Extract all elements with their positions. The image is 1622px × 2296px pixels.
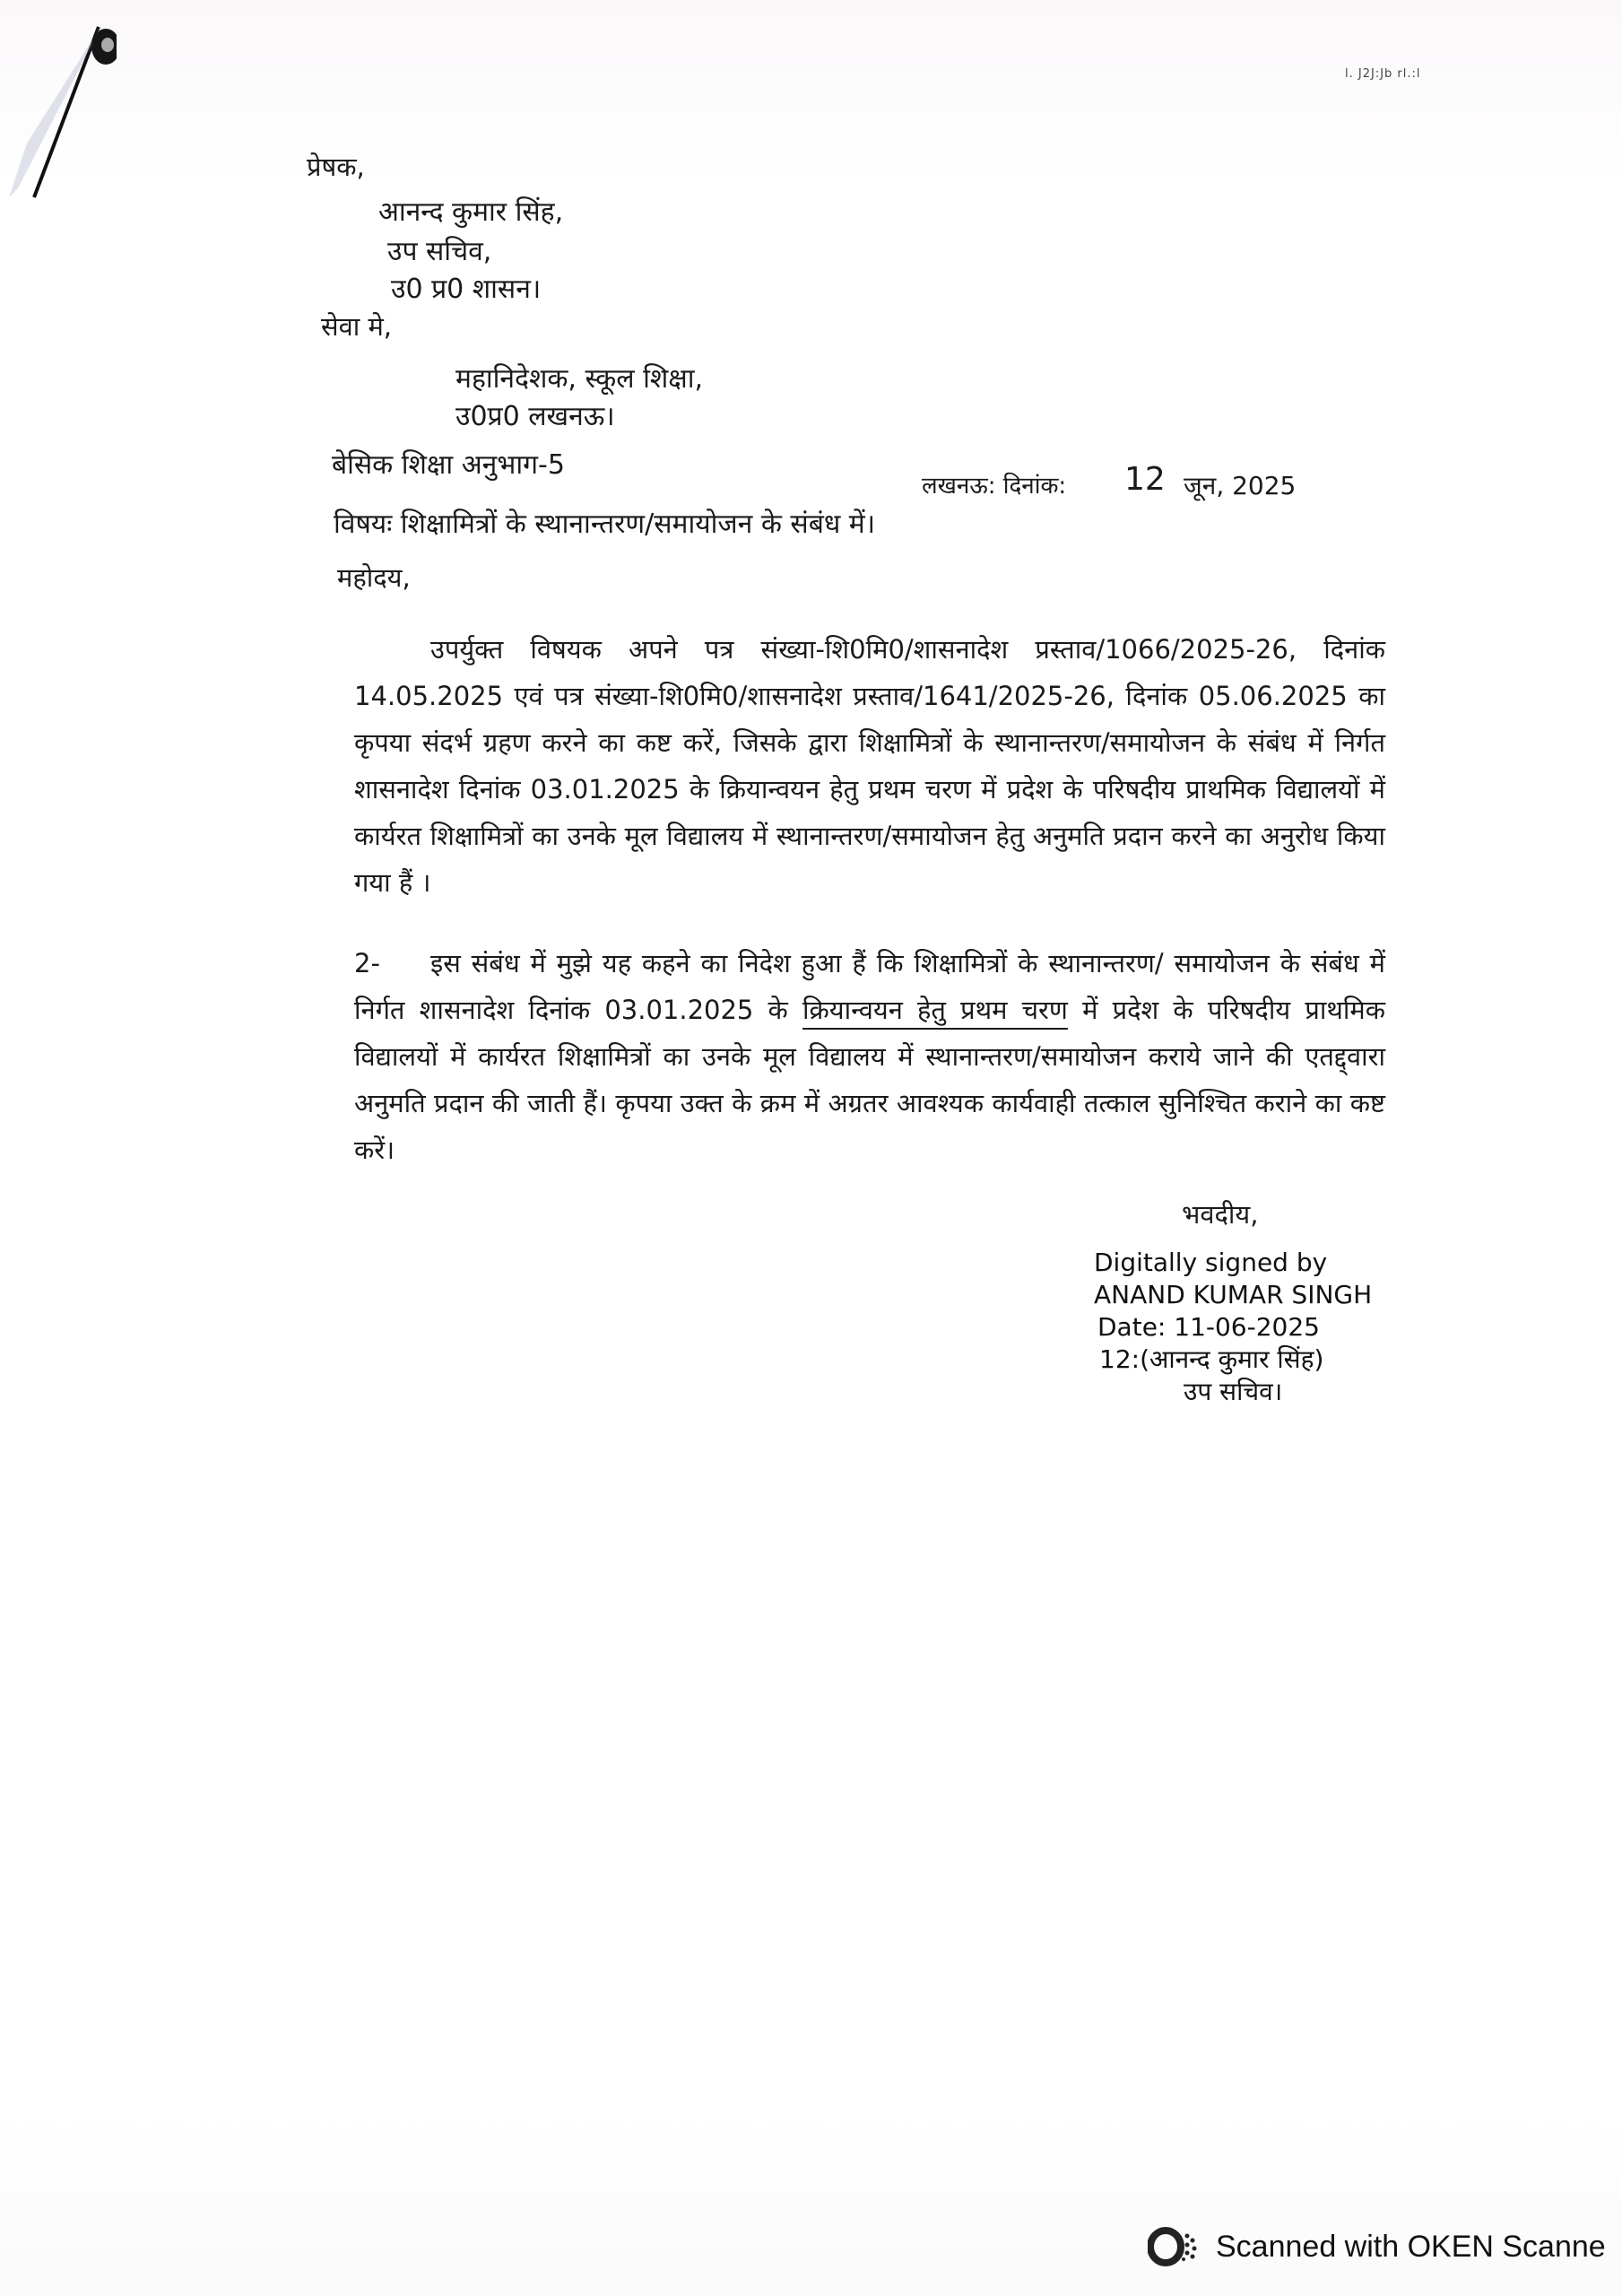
signature-line-2: ANAND KUMAR SINGH — [1094, 1280, 1373, 1309]
signatory-name: (आनन्द कुमार सिंह) — [1140, 1344, 1324, 1374]
signatory-designation: उप सचिव। — [1184, 1377, 1283, 1406]
signature-line-4 — [1099, 1344, 1417, 1376]
signature-line-3: Date: 11-06-2025 — [1097, 1312, 1320, 1342]
scanner-watermark — [1148, 2220, 1606, 2274]
reference-mark: l. J2J:Jb rl.:l — [1345, 67, 1421, 81]
sender-designation: उप सचिव, — [387, 236, 492, 267]
sender-office: उ0 प्र0 शासन। — [391, 274, 542, 305]
staple-mark-icon — [9, 9, 117, 206]
digital-signature-block — [1094, 1247, 1417, 1408]
signature-line-1: Digitally signed by — [1094, 1248, 1328, 1277]
salutation: महोदय, — [337, 562, 411, 593]
section-name: बेसिक शिक्षा अनुभाग-5 — [332, 449, 565, 481]
scanner-watermark-text: Scanned with OKEN Scanne — [1216, 2229, 1606, 2264]
recipient-place: उ0प्र0 लखनऊ। — [455, 401, 615, 432]
paragraph-2-number: 2- — [354, 948, 380, 978]
paragraph-2-text-a: इस संबंध में मुझे यह कहने का निदेश हुआ हैं कि शिक्षामित्रों के स्थानान्तरण/ समायोजन के संबंध में निर्गत शासनादेश दिनांक 03.01.2025 के — [354, 948, 1385, 1025]
paragraph-1 — [354, 626, 1385, 906]
sender-label: प्रेषक, — [307, 152, 365, 182]
paragraph-2 — [354, 940, 1385, 1173]
sender-name: आनन्द कुमार सिंह, — [378, 196, 564, 228]
recipient-title: महानिदेशक, स्कूल शिक्षा, — [455, 363, 704, 395]
subject-line: विषयः शिक्षामित्रों के स्थानान्तरण/समायोजन के संबंध में। — [334, 509, 876, 540]
paragraph-2-text-b: में प्रदेश के परिषदीय प्राथमिक विद्यालयों में कार्यरत शिक्षामित्रों का उनके मूल विद्यालय में स्थानान्तरण/समायोजन कराये जाने की एतद्द्वारा अनुमति प्रदान की जाती हैं। कृपया उक्त के क्रम में अग्रतर आवश्यक कार्यवाही तत्काल सुनिश्चित कराने का कष्ट करें। — [354, 995, 1385, 1165]
oken-scanner-logo-icon — [1148, 2227, 1201, 2266]
closing: भवदीय, — [1182, 1199, 1259, 1230]
paragraph-2-underlined-text: क्रियान्वयन हेतु प्रथम चरण — [802, 995, 1068, 1025]
signature-time-prefix: 12: — [1099, 1344, 1141, 1374]
date-month-year: जून, 2025 — [1184, 471, 1297, 500]
place-date-label: लखनऊ: दिनांक: — [922, 473, 1067, 500]
date-day: 12 — [1124, 461, 1166, 498]
to-label: सेवा मे, — [321, 311, 393, 342]
paragraph-1-text: उपर्युक्त विषयक अपने पत्र संख्या-शि0मि0/शासनादेश प्रस्ताव/1066/2025-26, दिनांक 14.05.2025 एवं पत्र संख्या-शि0मि0/शासनादेश प्रस्ताव/1641/2025-26, दिनांक 05.06.2025 का कृपया संदर्भ ग्रहण करने का कष्ट करें, जिसके द्वारा शिक्षामित्रों के स्थानान्तरण/समायोजन के संबंध में निर्गत शासनादेश दिनांक 03.01.2025 के क्रियान्वयन हेतु प्रथम चरण में प्रदेश के परिषदीय प्राथमिक विद्यालयों में कार्यरत शिक्षामित्रों का उनके मूल विद्यालय में स्थानान्तरण/समायोजन हेतु अनुमति प्रदान करने का अनुरोध किया गया हैं । — [354, 634, 1386, 898]
